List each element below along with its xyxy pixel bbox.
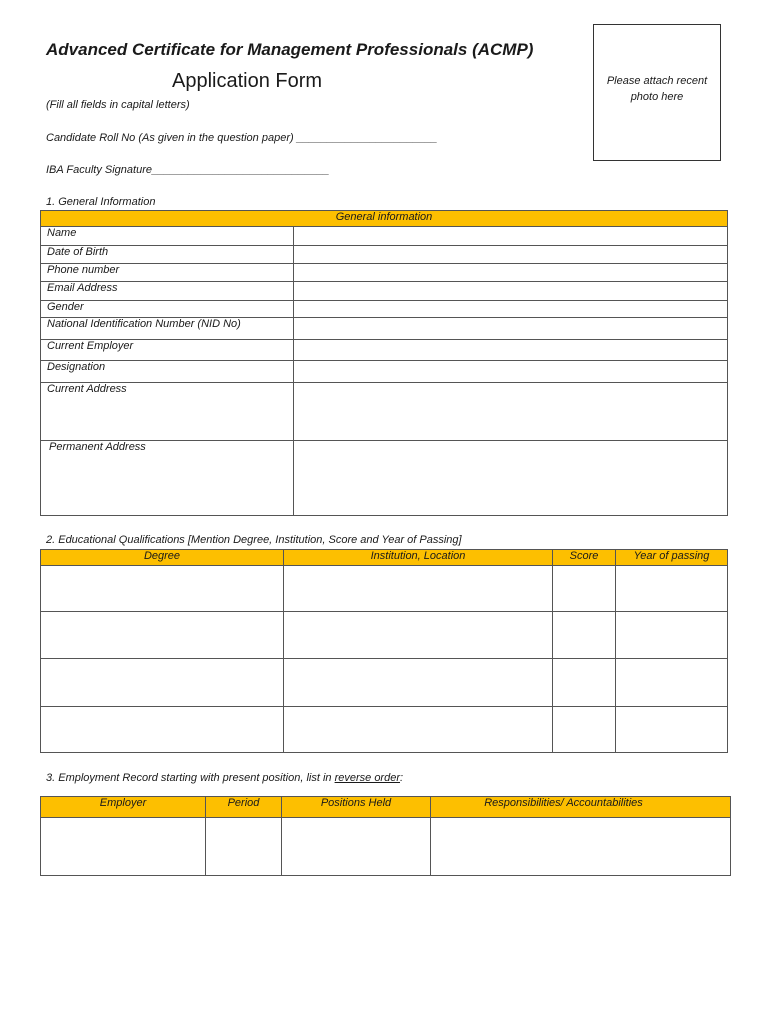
column-header-responsibilities: Responsibilities/ Accountabilities: [431, 797, 731, 818]
candidate-roll-no-field[interactable]: Candidate Roll No (As given in the question paper) _______________________: [46, 132, 438, 144]
table-row: [41, 282, 728, 301]
education-table: [40, 549, 728, 753]
field-input-gender[interactable]: [294, 301, 728, 318]
table-row: [41, 246, 728, 264]
general-info-table: [40, 210, 728, 516]
faculty-signature-field[interactable]: IBA Faculty Signature_____________________________: [46, 164, 330, 176]
field-input-nid[interactable]: [294, 318, 728, 340]
year-cell[interactable]: [616, 659, 728, 707]
field-label-phone: Phone number: [41, 264, 294, 282]
field-input-dob[interactable]: [294, 246, 728, 264]
field-label-current-address: Current Address: [41, 383, 294, 441]
table-row: [41, 441, 728, 516]
field-input-designation[interactable]: [294, 361, 728, 383]
institution-cell[interactable]: [284, 659, 553, 707]
field-label-permanent-address: Permanent Address: [41, 441, 294, 516]
field-label-current-employer: Current Employer: [41, 340, 294, 361]
score-cell[interactable]: [553, 566, 616, 612]
score-cell[interactable]: [553, 659, 616, 707]
table-row: [41, 340, 728, 361]
institution-cell[interactable]: [284, 707, 553, 753]
institution-cell[interactable]: [284, 566, 553, 612]
reverse-order-text: reverse order: [334, 772, 400, 784]
degree-cell[interactable]: [41, 707, 284, 753]
table-row: [41, 707, 728, 753]
section-education-label: 2. Educational Qualifications [Mention Degree, Institution, Score and Year of Passing]: [46, 534, 462, 546]
field-label-designation: Designation: [41, 361, 294, 383]
column-header-period: Period: [206, 797, 282, 818]
period-cell[interactable]: [206, 818, 282, 876]
table-row: [41, 227, 728, 246]
year-cell[interactable]: [616, 566, 728, 612]
score-cell[interactable]: [553, 707, 616, 753]
fill-instruction: (Fill all fields in capital letters): [46, 99, 190, 111]
table-row: [41, 383, 728, 441]
institution-cell[interactable]: [284, 612, 553, 659]
degree-cell[interactable]: [41, 566, 284, 612]
form-title: Advanced Certificate for Management Professionals (ACMP): [46, 40, 534, 59]
field-input-phone[interactable]: [294, 264, 728, 282]
year-cell[interactable]: [616, 707, 728, 753]
table-row: [41, 612, 728, 659]
table-row: [41, 361, 728, 383]
field-input-email[interactable]: [294, 282, 728, 301]
section-employment-label: [46, 772, 403, 784]
degree-cell[interactable]: [41, 612, 284, 659]
score-cell[interactable]: [553, 612, 616, 659]
application-form-heading: Application Form: [172, 70, 323, 92]
table-row: [41, 301, 728, 318]
column-header-year: Year of passing: [616, 550, 728, 566]
table-row: [41, 566, 728, 612]
column-header-employer: Employer: [41, 797, 206, 818]
field-input-name[interactable]: [294, 227, 728, 246]
column-header-positions: Positions Held: [282, 797, 431, 818]
field-input-current-employer[interactable]: [294, 340, 728, 361]
employment-table: [40, 796, 731, 876]
section-general-label: 1. General Information: [46, 196, 156, 208]
employment-label-prefix: 3. Employment Record starting with present position, list in: [46, 772, 335, 784]
degree-cell[interactable]: [41, 659, 284, 707]
photo-box-text: Please attach recent photo here: [606, 75, 708, 103]
column-header-degree: Degree: [41, 550, 284, 566]
employer-cell[interactable]: [41, 818, 206, 876]
table-row: [41, 659, 728, 707]
field-input-current-address[interactable]: [294, 383, 728, 441]
table-row: [41, 818, 731, 876]
field-label-nid: National Identification Number (NID No): [41, 318, 294, 340]
photo-box[interactable]: [593, 24, 721, 161]
column-header-institution: Institution, Location: [284, 550, 553, 566]
field-label-gender: Gender: [41, 301, 294, 318]
field-label-dob: Date of Birth: [41, 246, 294, 264]
table-row: [41, 318, 728, 340]
year-cell[interactable]: [616, 612, 728, 659]
general-info-header: General information: [41, 211, 728, 227]
field-input-permanent-address[interactable]: [294, 441, 728, 516]
field-label-name: Name: [41, 227, 294, 246]
positions-cell[interactable]: [282, 818, 431, 876]
table-row: [41, 264, 728, 282]
responsibilities-cell[interactable]: [431, 818, 731, 876]
column-header-score: Score: [553, 550, 616, 566]
employment-label-suffix: :: [400, 772, 404, 784]
field-label-email: Email Address: [41, 282, 294, 301]
